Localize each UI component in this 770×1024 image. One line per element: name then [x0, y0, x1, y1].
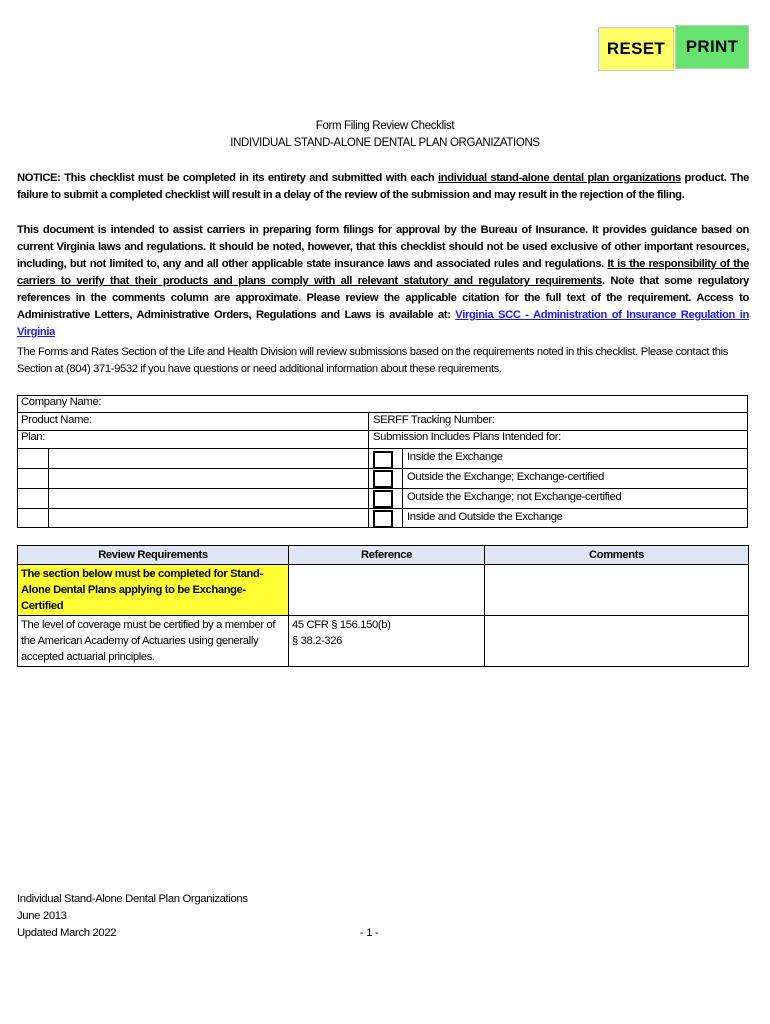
- header-comments: Comments: [485, 546, 749, 565]
- section-instruction-cell: The section below must be completed for Stand-Alone Dental Plans applying to be Exchange-Certified: [18, 565, 289, 616]
- product-name-label: Product Name:: [21, 414, 92, 426]
- form-title: Form Filing Review Checklist: [315, 120, 455, 132]
- review-requirements-table: [17, 545, 749, 667]
- form-subtitle: INDIVIDUAL STAND-ALONE DENTAL PLAN ORGANIZATIONS: [230, 137, 540, 149]
- scc-regulation-link[interactable]: Virginia SCC - Administration of Insurance Regulation in Virginia: [17, 309, 749, 338]
- contact-paragraph: The Forms and Rates Section of the Life and Health Division will review submissions based on the requirements noted in this checklist. Please contact this Section at (804) 371-9532 if you have questions or need additional information about these requirements.: [17, 346, 728, 375]
- footer-block: [17, 891, 248, 942]
- footer-updated: Updated March 2022: [17, 927, 117, 939]
- section-reference-cell: [289, 565, 485, 616]
- serff-tracking-label: SERFF Tracking Number:: [373, 414, 495, 426]
- checkbox-inside-exchange[interactable]: [373, 451, 393, 469]
- footer-doc-title: Individual Stand-Alone Dental Plan Organizations: [17, 893, 248, 905]
- checkbox-outside-exchange-not-certified[interactable]: [373, 490, 393, 508]
- option-inside-exchange: Inside the Exchange: [407, 451, 503, 463]
- submission-includes-label: Submission Includes Plans Intended for:: [373, 431, 561, 443]
- header-review-requirements: Review Requirements: [18, 546, 289, 565]
- comments-cell[interactable]: [485, 616, 749, 667]
- reference-cfr: 45 CFR § 156.150(b): [292, 619, 391, 631]
- option-outside-exchange-not-certified: Outside the Exchange; not Exchange-certified: [407, 491, 622, 503]
- page-number: - 1 -: [360, 927, 379, 939]
- reference-cell: [289, 616, 485, 667]
- company-name-label: Company Name:: [21, 396, 102, 408]
- requirement-coverage-certification: The level of coverage must be certified by a member of the American Academy of Actuaries using generally accepted actuarial principles.: [18, 616, 289, 667]
- footer-date: June 2013: [17, 910, 67, 922]
- checkbox-outside-exchange-certified[interactable]: [373, 470, 393, 488]
- plan-label: Plan:: [21, 431, 45, 443]
- reference-va-code: § 38.2-326: [292, 635, 342, 647]
- intro-paragraph: This document is intended to assist carriers in preparing form filings for approval by the Bureau of Insurance. It provides guidance based on current Virginia laws and regulations. It should be noted, however, that this checklist should not be used exclusive of other important resources, including, but not limited to, any and all other applicable state insurance laws and associated rules and regulations. It is the responsibility of the carriers to verify that their products and plans comply with all relevant statutory and regulatory requirements. Note that some regulatory references in the comments column are approximate. Please review the applicable citation for the full text of the requirement. Access to Administrative Letters, Administrative Orders, Regulations and Laws is available at: Virginia SCC - Administration of Insurance Regulation in Virginia: [17, 224, 749, 338]
- header-reference: Reference: [289, 546, 485, 565]
- print-button[interactable]: PRINT: [675, 25, 749, 69]
- checkbox-inside-outside-exchange[interactable]: [373, 510, 393, 528]
- option-outside-exchange-certified: Outside the Exchange; Exchange-certified: [407, 471, 605, 483]
- section-comments-cell[interactable]: [485, 565, 749, 616]
- notice-paragraph: NOTICE: This checklist must be completed in its entirety and submitted with each individual stand-alone dental plan organizations product. The failure to submit a completed checklist will result in a delay of the review of the submission and may result in the rejection of the filing.: [17, 172, 749, 201]
- reset-button[interactable]: RESET: [598, 27, 674, 71]
- option-inside-outside-exchange: Inside and Outside the Exchange: [407, 511, 563, 523]
